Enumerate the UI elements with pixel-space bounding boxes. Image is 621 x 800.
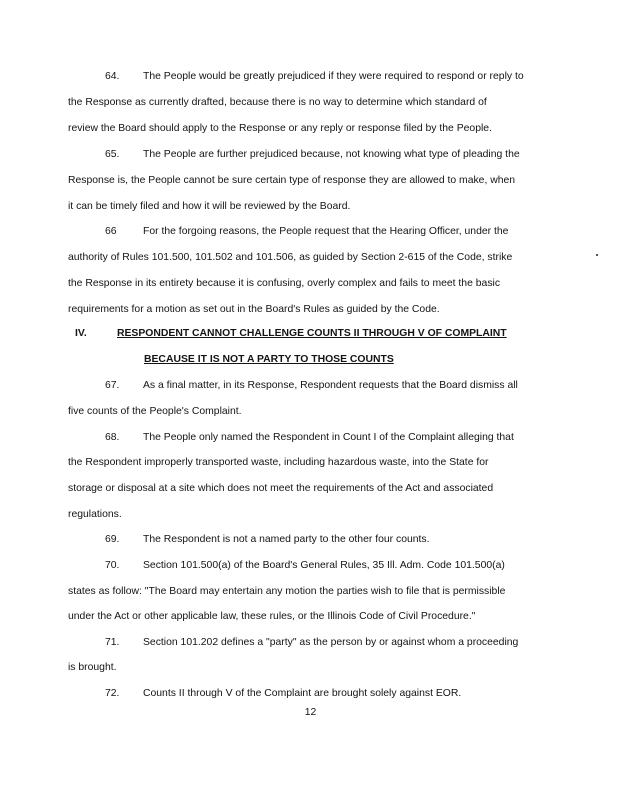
paragraph-66-line-4: [0, 303, 621, 317]
paragraph-64-line-2: [0, 96, 621, 110]
text-line: The People are further prejudiced because, not knowing what type of pleading the: [143, 149, 520, 160]
text-line: The People would be greatly prejudiced if they were required to respond or reply to: [143, 71, 524, 82]
text-line: The People only named the Respondent in Count I of the Complaint alleging that: [143, 432, 514, 443]
text-line: authority of Rules 101.500, 101.502 and 101.506, as guided by Section 2-615 of the Code, strike: [68, 252, 513, 263]
section-heading: BECAUSE IT IS NOT A PARTY TO THOSE COUNTS: [144, 354, 394, 365]
paragraph-68-line-4: [0, 508, 621, 522]
paragraph-number: 67.: [105, 380, 120, 391]
paragraph-70-line-3: [0, 610, 621, 624]
section-heading-line-1: [0, 327, 621, 341]
paragraph-65-line-1: [0, 148, 621, 162]
section-heading: RESPONDENT CANNOT CHALLENGE COUNTS II THROUGH V OF COMPLAINT: [117, 328, 507, 339]
paragraph-64-line-3: [0, 122, 621, 136]
paragraph-66-line-3: [0, 277, 621, 291]
text-line: Response is, the People cannot be sure certain type of response they are allowed to make, when: [68, 175, 516, 186]
section-heading-line-2: [0, 353, 621, 367]
paragraph-66-line-2: [0, 251, 621, 265]
paragraph-number: 66: [105, 226, 117, 237]
text-line: For the forgoing reasons, the People request that the Hearing Officer, under the: [143, 226, 509, 237]
text-line: it can be timely filed and how it will be reviewed by the Board.: [68, 201, 351, 212]
paragraph-71-line-1: [0, 636, 621, 650]
paragraph-68-line-3: [0, 482, 621, 496]
paragraph-68-line-2: [0, 456, 621, 470]
text-line: the Response as currently drafted, because there is no way to determine which standard of: [68, 97, 487, 108]
text-line: As a final matter, in its Response, Respondent requests that the Board dismiss all: [143, 380, 518, 391]
paragraph-70-line-1: [0, 559, 621, 573]
paragraph-66-line-1: [0, 225, 621, 239]
text-line: regulations.: [68, 509, 122, 520]
paragraph-number: 65.: [105, 149, 120, 160]
text-line: the Respondent improperly transported waste, including hazardous waste, into the State for: [68, 457, 489, 468]
text-line: the Response in its entirety because it is confusing, overly complex and fails to meet the basic: [68, 278, 501, 289]
paragraph-71-line-2: [0, 661, 621, 675]
text-line: is brought.: [68, 662, 117, 673]
paragraph-number: 69.: [105, 534, 120, 545]
text-line: states as follow: "The Board may entertain any motion the parties wish to file that is permissible: [68, 586, 506, 597]
paragraph-68-line-1: [0, 431, 621, 445]
paragraph-69-line-1: [0, 533, 621, 547]
paragraph-number: 72.: [105, 688, 120, 699]
section-number: IV.: [75, 328, 87, 339]
paragraph-65-line-3: [0, 200, 621, 214]
text-line: storage or disposal at a site which does not meet the requirements of the Act and associated: [68, 483, 494, 494]
paragraph-number: 70.: [105, 560, 120, 571]
scan-speck-mark: [596, 254, 598, 256]
page-number: 12: [304, 707, 317, 718]
text-line: The Respondent is not a named party to the other four counts.: [143, 534, 430, 545]
text-line: under the Act or other applicable law, these rules, or the Illinois Code of Civil Procedure.": [68, 611, 476, 622]
text-line: review the Board should apply to the Response or any reply or response filed by the People.: [68, 123, 492, 134]
paragraph-72-line-1: [0, 687, 621, 701]
paragraph-67-line-1: [0, 379, 621, 393]
paragraph-70-line-2: [0, 585, 621, 599]
paragraph-67-line-2: [0, 405, 621, 419]
text-line: requirements for a motion as set out in the Board's Rules as guided by the Code.: [68, 304, 440, 315]
text-line: five counts of the People's Complaint.: [68, 406, 242, 417]
paragraph-number: 64.: [105, 71, 120, 82]
paragraph-number: 68.: [105, 432, 120, 443]
paragraph-number: 71.: [105, 637, 120, 648]
text-line: Section 101.500(a) of the Board's General Rules, 35 Ill. Adm. Code 101.500(a): [143, 560, 505, 571]
paragraph-64-line-1: [0, 70, 621, 84]
text-line: Section 101.202 defines a "party" as the person by or against whom a proceeding: [143, 637, 519, 648]
text-line: Counts II through V of the Complaint are brought solely against EOR.: [143, 688, 462, 699]
paragraph-65-line-2: [0, 174, 621, 188]
